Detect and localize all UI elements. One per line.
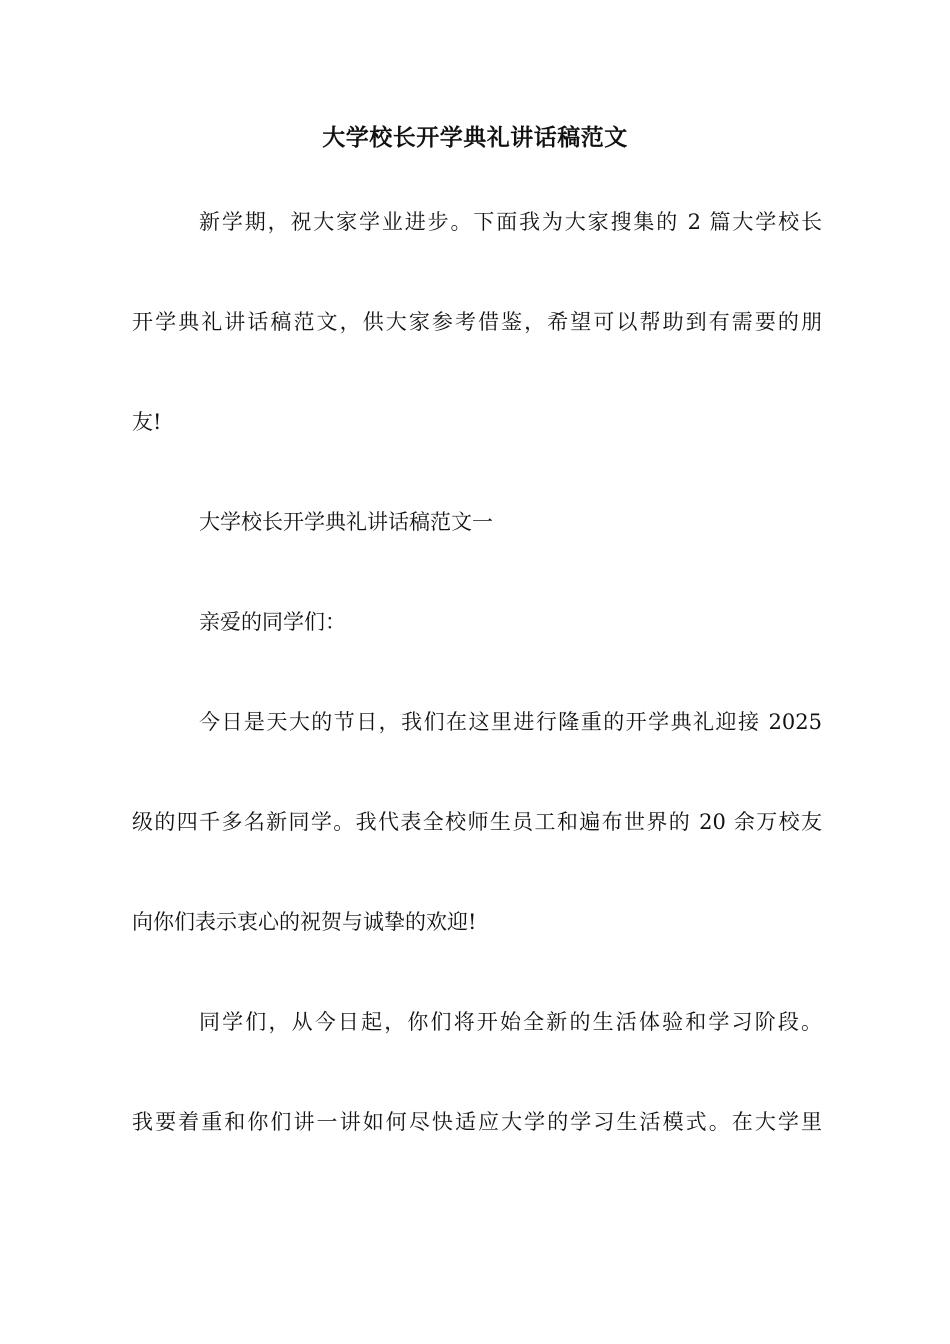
paragraph-intro-line-2: 开学典礼讲话稿范文，供大家参考借鉴，希望可以帮助到有需要的朋 [132,310,822,334]
paragraph-intro-line-1: 新学期，祝大家学业进步。下面我为大家搜集的 2 篇大学校长 [199,210,822,234]
paragraph-welcome-line-2: 级的四千多名新同学。我代表全校师生员工和遍布世界的 20 余万校友 [132,810,822,834]
paragraph-intro-line-3: 友! [132,410,162,434]
salutation: 亲爱的同学们： [199,610,346,634]
paragraph-welcome-line-3: 向你们表示衷心的祝贺与诚挚的欢迎! [132,910,477,934]
document-title: 大学校长开学典礼讲话稿范文 [322,125,628,151]
paragraph-study-line-1: 同学们，从今日起，你们将开始全新的生活体验和学习阶段。 [199,1010,822,1034]
paragraph-welcome-line-1: 今日是天大的节日，我们在这里进行隆重的开学典礼迎接 2025 [199,710,822,734]
paragraph-study-line-2: 我要着重和你们讲一讲如何尽快适应大学的学习生活模式。在大学里 [132,1110,822,1134]
section-heading: 大学校长开学典礼讲话稿范文一 [199,510,493,534]
